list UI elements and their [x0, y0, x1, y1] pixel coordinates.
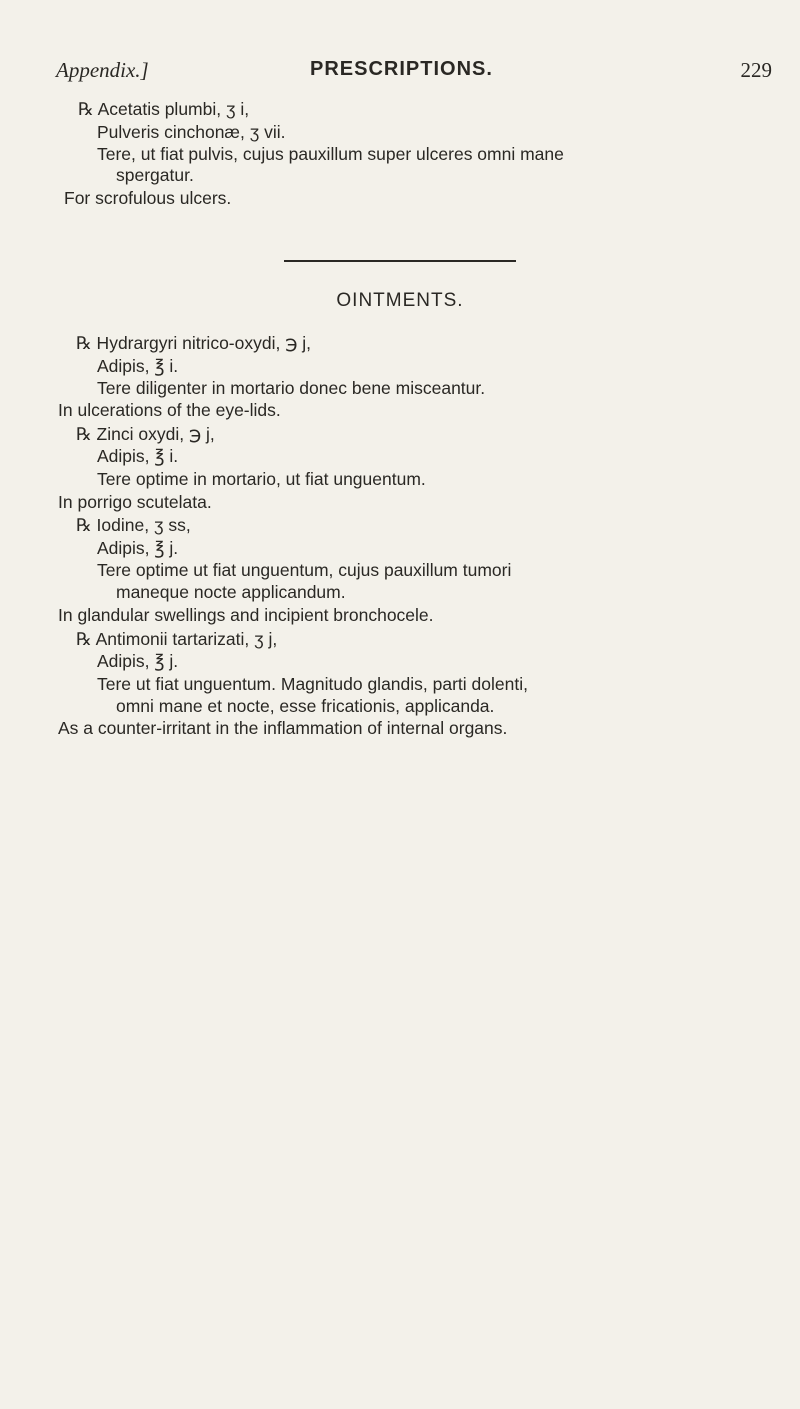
page-number: 229 [740, 58, 772, 82]
header-section: Appendix.] [56, 58, 149, 82]
ingredient-line: Pulveris cinchonæ, ʒ vii. [97, 122, 286, 142]
indication-line: In glandular swellings and incipient bronchocele. [58, 605, 434, 625]
ingredient-line: Adipis, ℥ i. [97, 356, 179, 376]
section-title: OINTMENTS. [336, 290, 464, 311]
section-divider [284, 260, 516, 262]
instruction-line: Tere optime ut fiat unguentum, cujus pauxillum tumori [97, 560, 512, 580]
instruction-line: omni mane et nocte, esse fricationis, applicanda. [116, 696, 495, 716]
recipe-line: ℞ Antimonii tartarizati, ʒ j, [76, 629, 278, 649]
instruction-line: Tere optime in mortario, ut fiat unguentum. [97, 469, 426, 489]
indication-line: In ulcerations of the eye-lids. [58, 400, 281, 420]
header-title: PRESCRIPTIONS. [310, 58, 493, 80]
indication-line: For scrofulous ulcers. [64, 188, 232, 208]
recipe-line: ℞ Zinci oxydi, ℈ j, [76, 424, 215, 444]
ingredient-line: Adipis, ℥ j. [97, 651, 179, 671]
recipe-line: ℞ Hydrargyri nitrico-oxydi, ℈ j, [76, 333, 312, 353]
indication-line: In porrigo scutelata. [58, 492, 212, 512]
indication-line: As a counter-irritant in the inflammation of internal organs. [58, 718, 508, 738]
recipe-line: ℞ Acetatis plumbi, ʒ i, [78, 99, 250, 119]
instruction-line: Tere diligenter in mortario donec bene misceantur. [97, 378, 486, 398]
recipe-line: ℞ Iodine, ʒ ss, [76, 515, 191, 535]
instruction-line: Tere ut fiat unguentum. Magnitudo glandis, parti dolenti, [97, 674, 528, 694]
ingredient-line: Adipis, ℥ i. [97, 446, 179, 466]
instruction-line: maneque nocte applicandum. [116, 582, 346, 602]
ingredient-line: Adipis, ℥ j. [97, 538, 179, 558]
instruction-line: spergatur. [116, 165, 194, 185]
instruction-line: Tere, ut fiat pulvis, cujus pauxillum super ulceres omni mane [97, 144, 564, 164]
running-header [56, 58, 772, 88]
